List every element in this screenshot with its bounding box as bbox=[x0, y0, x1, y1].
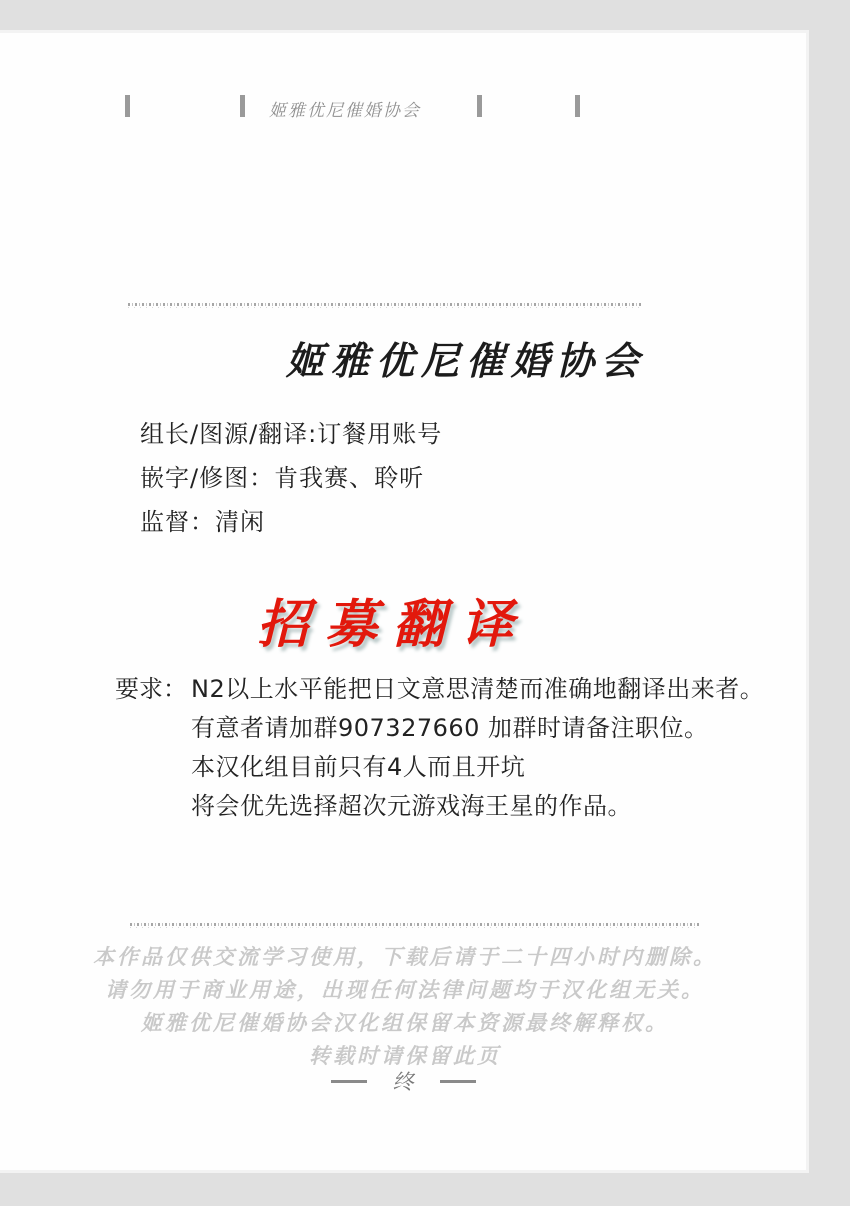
end-dash-left-icon bbox=[331, 1080, 367, 1083]
requirement-line-skill: N2以上水平能把日文意思清楚而准确地翻译出来者。 bbox=[191, 675, 765, 703]
header-tick-icon bbox=[125, 95, 130, 117]
header-tick-icon bbox=[240, 95, 245, 117]
requirement-line-group-size: 本汉化组目前只有4人而且开坑 bbox=[191, 753, 526, 781]
end-character: 终 bbox=[392, 1070, 414, 1094]
end-marker bbox=[0, 1066, 806, 1096]
header-tick-icon bbox=[477, 95, 482, 117]
disclaimer-block bbox=[55, 941, 755, 1073]
requirement-lines bbox=[191, 670, 764, 826]
recruit-headline: 招募翻译 bbox=[256, 595, 529, 655]
header-tick-icon bbox=[575, 95, 580, 117]
credit-line-typesetting-redraw: 嵌字/修图：肯我赛、聆听 bbox=[140, 464, 425, 492]
running-header-title: 姬雅优尼催婚协会 bbox=[269, 101, 421, 121]
decorative-divider-top bbox=[128, 303, 643, 308]
disclaimer-line-rights-reserved: 姬雅优尼催婚协会汉化组保留本资源最终解释权。 bbox=[141, 1011, 669, 1035]
staff-credits bbox=[140, 412, 442, 544]
disclaimer-line-no-commercial: 请勿用于商业用途，出现任何法律问题均于汉化组无关。 bbox=[105, 978, 705, 1002]
credit-line-supervisor: 监督：清闲 bbox=[140, 508, 265, 536]
decorative-divider-bottom bbox=[130, 923, 700, 928]
disclaimer-line-delete-notice: 本作品仅供交流学习使用，下载后请于二十四小时内删除。 bbox=[93, 945, 717, 969]
disclaimer-line-keep-page: 转载时请保留此页 bbox=[309, 1044, 501, 1068]
running-header bbox=[0, 94, 806, 120]
group-title: 姬雅优尼催婚协会 bbox=[285, 339, 646, 383]
credit-line-leader-source-translator: 组长/图源/翻译:订餐用账号 bbox=[140, 420, 443, 448]
requirement-prefix: 要求： bbox=[115, 675, 187, 703]
requirement-line-qq-group: 有意者请加群907327660 加群时请备注职位。 bbox=[191, 714, 709, 742]
recruit-requirements bbox=[115, 670, 764, 826]
end-dash-right-icon bbox=[440, 1080, 476, 1083]
requirement-line-series-preference: 将会优先选择超次元游戏海王星的作品。 bbox=[191, 792, 632, 820]
